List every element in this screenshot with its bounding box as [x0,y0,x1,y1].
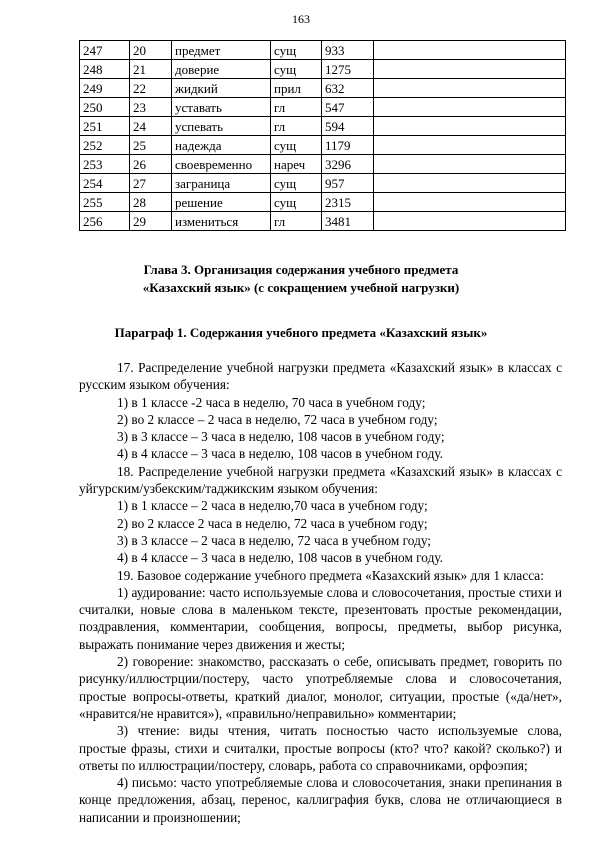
table-cell: 251 [80,117,130,136]
table-cell: 255 [80,193,130,212]
table-cell: 3296 [322,155,374,174]
table-cell: 29 [130,212,172,231]
table-cell: предмет [172,41,271,60]
table-cell: 23 [130,98,172,117]
table-cell [374,212,566,231]
table-cell: 1179 [322,136,374,155]
table-cell: 26 [130,155,172,174]
table-cell [374,174,566,193]
table-cell: гл [271,98,322,117]
table-cell: 254 [80,174,130,193]
table-cell [374,193,566,212]
list-item-writing: 4) письмо: часто употребляемые слова и словосочетания, знаки препинания в конце предложения, абзац, перенос, каллиграфия букв, слова не отличающиеся в написании и произношении; [79,775,562,825]
table-cell: сущ [271,193,322,212]
table-cell: своевременно [172,155,271,174]
table-row [80,79,566,98]
list-item-listening: 1) аудирование: часто используемые слова и словосочетания, простые стихи и считалки, новые слова в маленьком тексте, презентовать простые рекомендации, поздравления, комментарии, сообщения, вопросы, предметы, выбор рисунка, выражать понимание через движения и жесты; [79,584,562,652]
table-cell [374,79,566,98]
table-cell: 28 [130,193,172,212]
chapter-title [0,261,602,297]
table-cell [374,155,566,174]
table-row [80,98,566,117]
table-cell: 933 [322,41,374,60]
table-cell: 547 [322,98,374,117]
chapter-title-line-1: Глава 3. Организация содержания учебного предмета [143,262,459,277]
table-cell: 594 [322,117,374,136]
table-cell: сущ [271,41,322,60]
table-row [80,60,566,79]
list-item: 1) в 1 классе – 2 часа в неделю,70 часа в учебном году; [117,498,428,514]
table-cell: доверие [172,60,271,79]
list-item: 1) в 1 классе -2 часа в неделю, 70 часа в учебном году; [117,394,426,410]
table-cell [374,41,566,60]
table-cell: 20 [130,41,172,60]
table-cell: 24 [130,117,172,136]
list-item: 4) в 4 классе – 3 часа в неделю, 108 часов в учебном году. [117,446,443,462]
table-cell: 27 [130,174,172,193]
table-cell: 247 [80,41,130,60]
section-19: 19. Базовое содержание учебного предмета «Казахский язык» для 1 класса: [117,567,544,583]
table-cell: сущ [271,136,322,155]
table-cell: 256 [80,212,130,231]
table-cell: сущ [271,60,322,79]
table-cell: нареч [271,155,322,174]
table-cell: решение [172,193,271,212]
table-cell: 252 [80,136,130,155]
list-item: 4) в 4 классе – 3 часа в неделю, 108 часов в учебном году. [117,550,443,566]
body-text [79,359,562,826]
table-cell: гл [271,212,322,231]
table-cell: жидкий [172,79,271,98]
list-item: 3) в 3 классе – 2 часа в неделю, 72 часа в учебном году; [117,532,431,548]
table-cell: 25 [130,136,172,155]
table-cell: прил [271,79,322,98]
list-item-reading: 3) чтение: виды чтения, читать посностью часто используемые слова, простые фразы, стихи и считалки, простые вопросы (кто? что? какой? сколько?) и ответы по иллюстрации/постеру, словарь, работа со справочниками, орфоэпия; [79,723,562,773]
table-cell: 22 [130,79,172,98]
table-row [80,41,566,60]
table-cell: надежда [172,136,271,155]
table-cell [374,136,566,155]
table-row [80,193,566,212]
table-cell: 21 [130,60,172,79]
table-cell: заграница [172,174,271,193]
table-cell [374,60,566,79]
chapter-title-line-2: «Казахский язык» (с сокращением учебной нагрузки) [142,280,460,295]
table-cell: успевать [172,117,271,136]
table-cell: уставать [172,98,271,117]
table-cell: 957 [322,174,374,193]
table-row [80,174,566,193]
table-cell: 632 [322,79,374,98]
table-cell [374,117,566,136]
table-row [80,155,566,174]
table-cell: гл [271,117,322,136]
table-cell: 2315 [322,193,374,212]
table-row [80,212,566,231]
section-18: 18. Распределение учебной нагрузки предмета «Казахский язык» в классах с уйгурским/узбекским/таджикским языком обучения: [79,463,562,497]
table-cell: 1275 [322,60,374,79]
table-cell: 248 [80,60,130,79]
list-item: 3) в 3 классе – 3 часа в неделю, 108 часов в учебном году; [117,429,445,445]
table-cell: сущ [271,174,322,193]
table-row [80,117,566,136]
section-17: 17. Распределение учебной нагрузки предмета «Казахский язык» в классах с русским языком обучения: [79,360,562,393]
table-cell: 253 [80,155,130,174]
list-item-speaking: 2) говорение: знакомство, рассказать о себе, описывать предмет, говорить по рисунку/иллюстрции/постеру, часто употребляемые слова и словосочетания, простые вопросы-ответы, краткий диалог, монолог, ситуации, простые («да/нет», «нравится/не нравится»), «правильно/неправильно» комментарии; [79,654,562,721]
list-item: 2) во 2 классе 2 часа в неделю, 72 часа в учебном году; [117,515,428,531]
word-frequency-table [79,40,566,231]
table-cell: 3481 [322,212,374,231]
table-cell: 249 [80,79,130,98]
list-item: 2) во 2 классе – 2 часа в неделю, 72 часа в учебном году; [117,411,438,427]
table-row [80,136,566,155]
table-cell: 250 [80,98,130,117]
table-cell: измениться [172,212,271,231]
table-cell [374,98,566,117]
page-number: 163 [292,12,310,26]
paragraph-title: Параграф 1. Содержания учебного предмета «Казахский язык» [114,325,488,340]
